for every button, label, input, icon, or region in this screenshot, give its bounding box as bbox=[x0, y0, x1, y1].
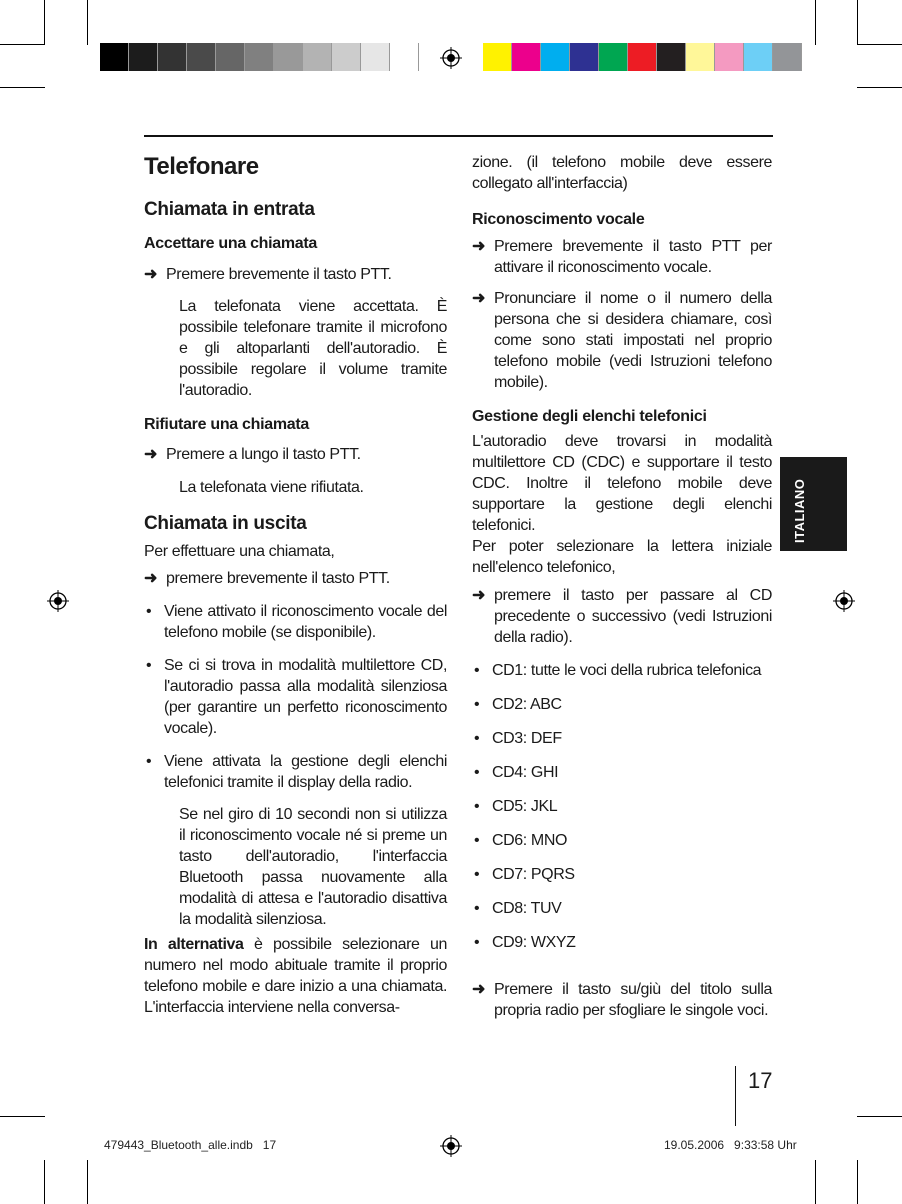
bullet-icon: • bbox=[474, 696, 480, 713]
instruction-step: ➜ Premere brevemente il tasto PTT per attivare il riconoscimento vocale. bbox=[472, 238, 772, 276]
crop-mark bbox=[0, 44, 45, 45]
arrow-icon: ➜ bbox=[472, 238, 486, 255]
arrow-icon: ➜ bbox=[144, 266, 158, 283]
color-swatch bbox=[628, 43, 657, 71]
left-column bbox=[144, 150, 447, 1018]
crop-mark bbox=[857, 1160, 858, 1204]
crop-mark bbox=[87, 0, 88, 45]
bullet-icon: • bbox=[474, 662, 480, 679]
list-item: • CD4: GHI bbox=[474, 764, 559, 781]
language-tab bbox=[780, 457, 847, 551]
instruction-step: ➜ Premere brevemente il tasto PTT. bbox=[144, 266, 392, 283]
crop-mark bbox=[0, 87, 45, 88]
list-item: • Se ci si trova in modalità multilettore CD, l'autoradio passa alla modalità silenziosa (per garantire un perfetto riconoscimento vocale). bbox=[146, 657, 447, 737]
registration-target-icon bbox=[47, 590, 69, 612]
grey-swatch bbox=[245, 43, 274, 71]
crop-mark bbox=[87, 1160, 88, 1204]
page-number: 17 bbox=[748, 1068, 773, 1093]
paragraph: In alternativa è possibile selezionare un numero nel modo abituale tramite il proprio telefono mobile e dare inizio a una chiamata. L'interfaccia interviene nella conversa- bbox=[144, 936, 447, 1016]
paragraph: Per poter selezionare la lettera iniziale nell'elenco telefonico, bbox=[472, 538, 772, 576]
grey-swatch bbox=[158, 43, 187, 71]
page-number-rule bbox=[735, 1066, 736, 1126]
list-item: • CD2: ABC bbox=[474, 696, 562, 713]
crop-mark bbox=[44, 1160, 45, 1204]
paragraph: zione. (il telefono mobile deve essere collegato all'interfaccia) bbox=[472, 154, 772, 192]
grey-swatch bbox=[100, 43, 129, 71]
arrow-icon: ➜ bbox=[144, 446, 158, 463]
color-swatch bbox=[483, 43, 512, 71]
bullet-icon: • bbox=[474, 764, 480, 781]
subsection-heading: Gestione degli elenchi telefonici bbox=[472, 408, 707, 425]
top-rule bbox=[144, 135, 773, 137]
registration-target-icon bbox=[440, 1135, 462, 1157]
arrow-icon: ➜ bbox=[472, 587, 486, 604]
list-item: • CD1: tutte le voci della rubrica telefonica bbox=[474, 662, 762, 679]
slug-date-info: 19.05.2006 9:33:58 Uhr bbox=[664, 1138, 797, 1152]
list-item: • CD6: MNO bbox=[474, 832, 568, 849]
list-item: • CD9: WXYZ bbox=[474, 934, 576, 951]
color-swatch bbox=[541, 43, 570, 71]
registration-target-icon bbox=[440, 47, 462, 69]
instruction-step: ➜ Premere a lungo il tasto PTT. bbox=[144, 446, 361, 463]
grey-swatch bbox=[332, 43, 361, 71]
arrow-icon: ➜ bbox=[472, 290, 486, 307]
arrow-icon: ➜ bbox=[472, 981, 486, 998]
bullet-icon: • bbox=[474, 866, 480, 883]
grey-swatch bbox=[129, 43, 158, 71]
subsection-heading: Accettare una chiamata bbox=[144, 235, 318, 252]
color-swatch bbox=[773, 43, 802, 71]
subsection-heading: Rifiutare una chiamata bbox=[144, 416, 310, 433]
bullet-icon: • bbox=[146, 753, 152, 770]
cd-letter-list bbox=[472, 660, 772, 953]
instruction-step: ➜ premere il tasto per passare al CD precedente o successivo (vedi Istruzioni della radio). bbox=[472, 587, 772, 646]
color-swatch bbox=[512, 43, 541, 71]
crop-mark bbox=[44, 0, 45, 45]
list-item: • CD3: DEF bbox=[474, 730, 562, 747]
grey-swatch bbox=[390, 43, 419, 71]
crop-mark bbox=[815, 1160, 816, 1204]
bullet-icon: • bbox=[146, 657, 152, 674]
crop-mark bbox=[0, 1116, 45, 1117]
list-item: • CD8: TUV bbox=[474, 900, 562, 917]
color-swatch bbox=[686, 43, 715, 71]
crop-mark bbox=[857, 87, 902, 88]
instruction-step: ➜ Pronunciare il nome o il numero della persona che si desidera chiamare, così come sono stati impostati nel proprio telefono mobile (vedi Istruzioni telefono mobile). bbox=[472, 290, 772, 391]
slug-file-info: 479443_Bluetooth_alle.indb 17 bbox=[104, 1138, 277, 1152]
page-title: Telefonare bbox=[144, 153, 259, 180]
paragraph: La telefonata viene rifiutata. bbox=[179, 479, 364, 496]
grey-swatch bbox=[216, 43, 245, 71]
instruction-step: ➜ Premere il tasto su/giù del titolo sulla propria radio per sfogliare le singole voci. bbox=[472, 981, 772, 1019]
color-swatch bbox=[715, 43, 744, 71]
bullet-icon: • bbox=[474, 900, 480, 917]
arrow-icon: ➜ bbox=[144, 570, 158, 587]
color-swatch bbox=[744, 43, 773, 71]
crop-mark bbox=[857, 1116, 902, 1117]
list-item: • CD7: PQRS bbox=[474, 866, 575, 883]
grey-swatch bbox=[361, 43, 390, 71]
grey-swatch bbox=[274, 43, 303, 71]
bullet-icon: • bbox=[146, 603, 152, 620]
instruction-step: ➜ premere brevemente il tasto PTT. bbox=[144, 570, 390, 587]
subsection-heading: Riconoscimento vocale bbox=[472, 211, 645, 228]
grey-swatch bbox=[303, 43, 332, 71]
paragraph: Se nel giro di 10 secondi non si utilizza il riconoscimento vocale né si preme un tasto dell'autoradio, l'interfaccia Bluetooth passa nuovamente alla modalità di attesa e l'autoradio disattiva la modalità silenziosa. bbox=[179, 806, 447, 928]
section-heading: Chiamata in uscita bbox=[144, 513, 307, 534]
paragraph: L'autoradio deve trovarsi in modalità multilettore CD (CDC) e supportare il testo CDC. Inoltre il telefono mobile deve supportare la gestione degli elenchi telefonici. bbox=[472, 433, 772, 534]
paragraph: La telefonata viene accettata. È possibile telefonare tramite il microfono e gli altoparlanti dell'autoradio. È possibile regolare il volume tramite l'autoradio. bbox=[179, 298, 447, 399]
right-column bbox=[472, 152, 772, 1021]
bullet-icon: • bbox=[474, 798, 480, 815]
bullet-icon: • bbox=[474, 934, 480, 951]
registration-target-icon bbox=[833, 590, 855, 612]
color-swatch bbox=[599, 43, 628, 71]
list-item: • Viene attivata la gestione degli elenchi telefonici tramite il display della radio. bbox=[146, 753, 447, 791]
language-tab-label: ITALIANO bbox=[792, 478, 807, 543]
bullet-icon: • bbox=[474, 730, 480, 747]
color-swatch bbox=[657, 43, 686, 71]
crop-mark bbox=[857, 0, 858, 45]
bullet-icon: • bbox=[474, 832, 480, 849]
color-swatch bbox=[570, 43, 599, 71]
list-item: • CD5: JKL bbox=[474, 798, 558, 815]
paragraph: Per effettuare una chiamata, bbox=[144, 543, 335, 560]
crop-mark bbox=[857, 44, 902, 45]
grey-swatch bbox=[187, 43, 216, 71]
section-heading: Chiamata in entrata bbox=[144, 199, 315, 220]
crop-mark bbox=[815, 0, 816, 45]
list-item: • Viene attivato il riconoscimento vocale del telefono mobile (se disponibile). bbox=[146, 603, 447, 641]
